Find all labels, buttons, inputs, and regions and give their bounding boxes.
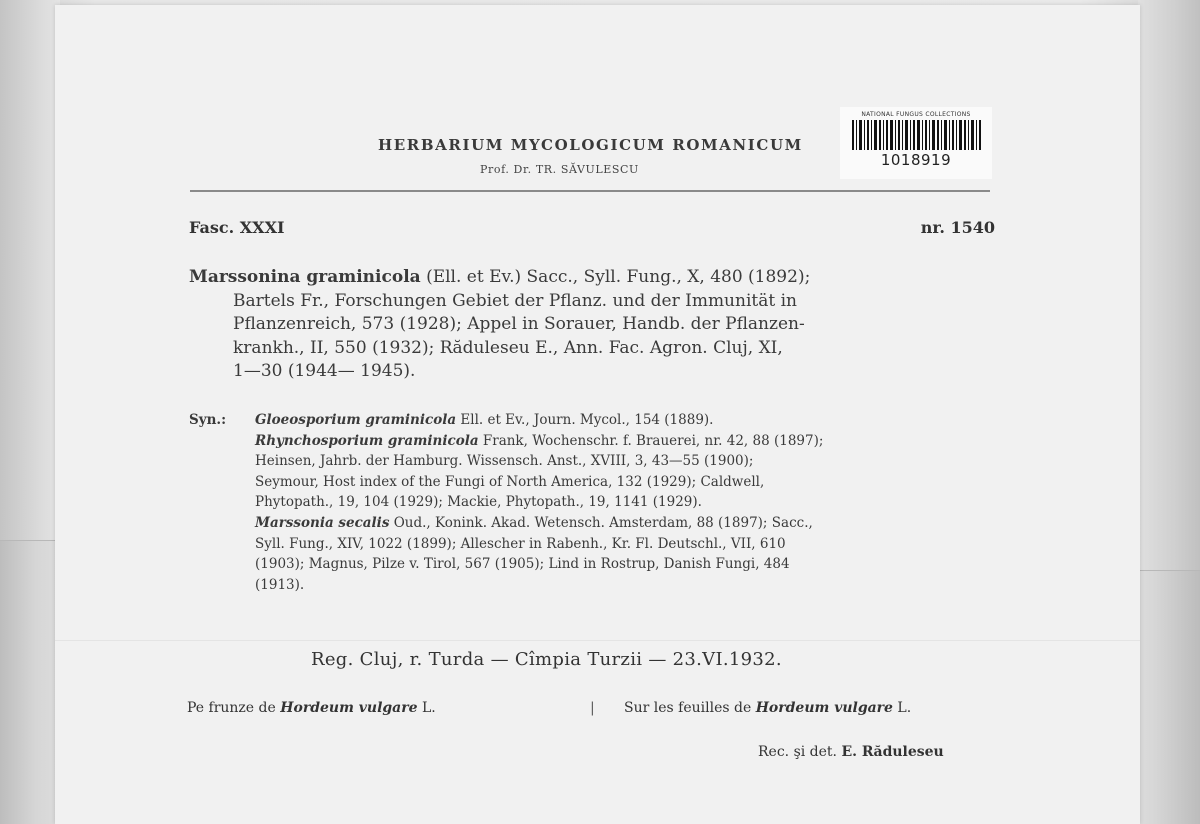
collection-locality: Reg. Cluj, r. Turda — Cîmpia Turzii — 23.VI.1932. <box>311 649 782 670</box>
fascicle-label: Fasc. XXXI <box>189 218 285 237</box>
herbarium-subtitle: Prof. Dr. TR. SĂVULESCU <box>480 163 639 176</box>
host-romanian <box>187 700 436 716</box>
synonym-line: (1903); Magnus, Pilze v. Tirol, 567 (1905); Lind in Rostrup, Danish Fungi, 484 <box>255 556 790 573</box>
left-folder-edge <box>0 0 60 541</box>
synonym-line: Syll. Fung., XIV, 1022 (1899); Allescher in Rabenh., Kr. Fl. Deutschl., VII, 610 <box>255 535 786 552</box>
synonym-line: Seymour, Host index of the Fungi of North America, 132 (1929); Caldwell, <box>255 473 765 490</box>
synonym-line: Heinsen, Jahrb. der Hamburg. Wissensch. Anst., XVIII, 3, 43—55 (1900); <box>255 453 754 470</box>
synonym-name: Marssonia secalis <box>255 514 390 531</box>
synonym-text: Frank, Wochenschr. f. Brauerei, nr. 42, 88 (1897); <box>478 432 824 449</box>
synonyms-label: Syn.: <box>189 412 227 428</box>
species-name: Marssonina graminicola <box>189 267 421 287</box>
barcode-number: 1018919 <box>880 151 952 169</box>
barcode-caption: NATIONAL FUNGUS COLLECTIONS <box>861 111 971 118</box>
collector-credit <box>758 744 944 760</box>
collector-pre: Rec. şi det. <box>758 744 842 760</box>
synonyms-block <box>189 410 1001 595</box>
synonym-line <box>255 431 1001 452</box>
right-folder-edge <box>1138 0 1200 571</box>
species-citation <box>189 266 994 384</box>
synonym-text: Ell. et Ev., Journ. Mycol., 154 (1889). <box>456 412 714 428</box>
host-french-post: L. <box>892 700 912 716</box>
host-french <box>624 700 911 716</box>
synonym-line: (1913). <box>255 576 305 593</box>
host-french-name: Hordeum vulgare <box>755 700 893 716</box>
host-romanian-pre: Pe frunze de <box>187 700 281 716</box>
citation-line-5: 1—30 (1944— 1945). <box>233 361 416 381</box>
synonym-name: Gloeosporium graminicola <box>255 412 457 428</box>
barcode-icon <box>852 120 982 150</box>
synonym-text: Oud., Konink. Akad. Wetensch. Amsterdam, 88 (1897); Sacc., <box>389 514 813 531</box>
synonym-name: Rhynchosporium graminicola <box>255 432 479 449</box>
citation-line-4: krankh., II, 550 (1932); Răduleseu E., Ann. Fac. Agron. Cluj, XI, <box>233 337 783 358</box>
header-divider <box>190 190 990 192</box>
citation-line-3: Pflanzenreich, 573 (1928); Appel in Sorauer, Handb. der Pflanzen- <box>233 314 805 334</box>
host-romanian-post: L. <box>417 700 436 716</box>
citation-line-2: Bartels Fr., Forschungen Gebiet der Pflanz. und der Immunität in <box>233 290 797 311</box>
host-separator: | <box>590 700 595 716</box>
specimen-number: nr. 1540 <box>920 218 995 237</box>
citation-line-1: (Ell. et Ev.) Sacc., Syll. Fung., X, 480 (1892); <box>420 267 811 287</box>
host-romanian-name: Hordeum vulgare <box>280 700 418 716</box>
synonym-line: Phytopath., 19, 104 (1929); Mackie, Phytopath., 19, 1141 (1929). <box>255 494 702 511</box>
host-french-pre: Sur les feuilles de <box>624 700 756 716</box>
collector-name: E. Răduleseu <box>841 744 944 760</box>
synonym-line <box>255 513 1001 534</box>
herbarium-title: HERBARIUM MYCOLOGICUM ROMANICUM <box>378 136 803 154</box>
barcode-label <box>840 107 992 179</box>
synonym-line <box>255 410 1001 431</box>
